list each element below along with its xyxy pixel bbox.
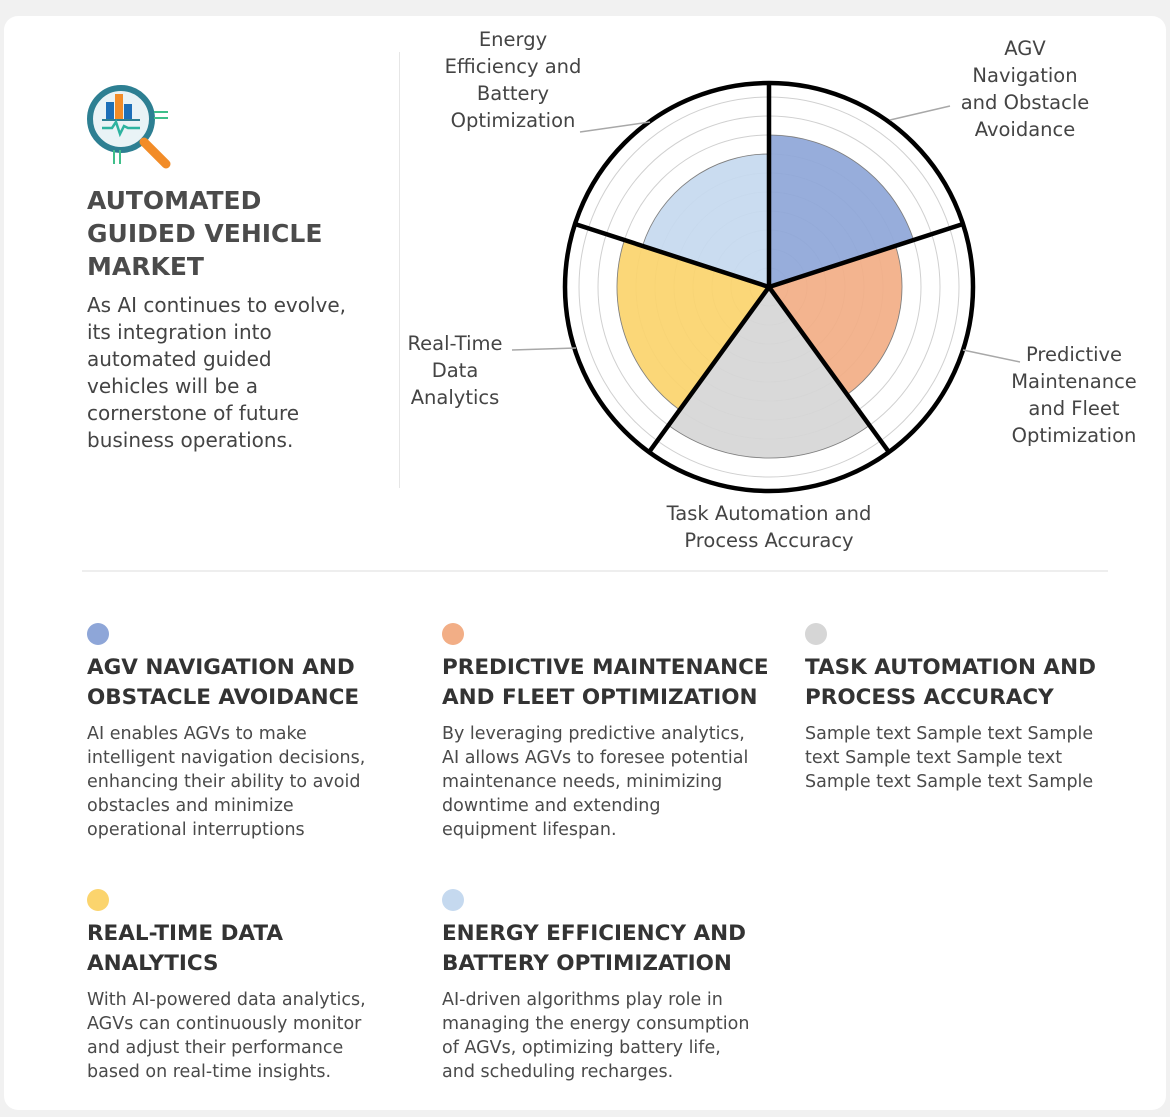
horizontal-divider — [82, 570, 1108, 572]
leader-line — [963, 350, 1020, 362]
legend-item-text: AI-driven algorithms play role in managing the energy consumption of AGVs, optimizing battery life, and scheduling recharges. — [442, 990, 750, 1082]
legend-item-title: TASK AUTOMATION AND PROCESS ACCURACY — [805, 655, 1096, 710]
legend-item-title: AGV NAVIGATION AND OBSTACLE AVOIDANCE — [87, 655, 360, 710]
leader-line — [512, 348, 576, 350]
category-label: Real-Time Data Analytics — [407, 332, 503, 409]
legend-item-text: AI enables AGVs to make intelligent navigation decisions, enhancing their ability to avoid obstacles and minimize operational interruptions — [87, 724, 366, 840]
legend-item-title: ENERGY EFFICIENCY AND BATTERY OPTIMIZATION — [442, 921, 746, 976]
legend-dot-icon — [442, 623, 464, 645]
legend-dot-icon — [87, 623, 109, 645]
legend-dot-icon — [442, 889, 464, 911]
intro-text: As AI continues to evolve, its integration into automated guided vehicles will be a cornerstone of future business operations. — [87, 293, 347, 452]
category-label: AGV Navigation and Obstacle Avoidance — [960, 37, 1090, 141]
legend-dot-icon — [805, 623, 827, 645]
title-line: AUTOMATED — [87, 186, 262, 215]
legend-item-text: Sample text Sample text Sample text Sample text Sample text Sample text Sample text Sample — [805, 724, 1094, 792]
legend-item-title: REAL-TIME DATA ANALYTICS — [87, 921, 284, 976]
category-label: Energy Efficiency and Battery Optimization — [444, 28, 582, 132]
leader-line — [890, 106, 950, 120]
title-line: MARKET — [87, 252, 204, 281]
legend-item-text: With AI-powered data analytics, AGVs can continuously monitor and adjust their performance based on real-time insights. — [87, 990, 366, 1082]
legend-item-text: By leveraging predictive analytics, AI allows AGVs to foresee potential maintenance needs, minimizing downtime and extending equipment lifespan. — [442, 724, 749, 840]
legend-item-title: PREDICTIVE MAINTENANCE AND FLEET OPTIMIZATION — [442, 655, 769, 710]
category-label: Predictive Maintenance and Fleet Optimization — [1011, 343, 1137, 447]
category-label: Task Automation and Process Accuracy — [666, 502, 872, 552]
title-line: GUIDED VEHICLE — [87, 219, 323, 248]
legend-dot-icon — [87, 889, 109, 911]
